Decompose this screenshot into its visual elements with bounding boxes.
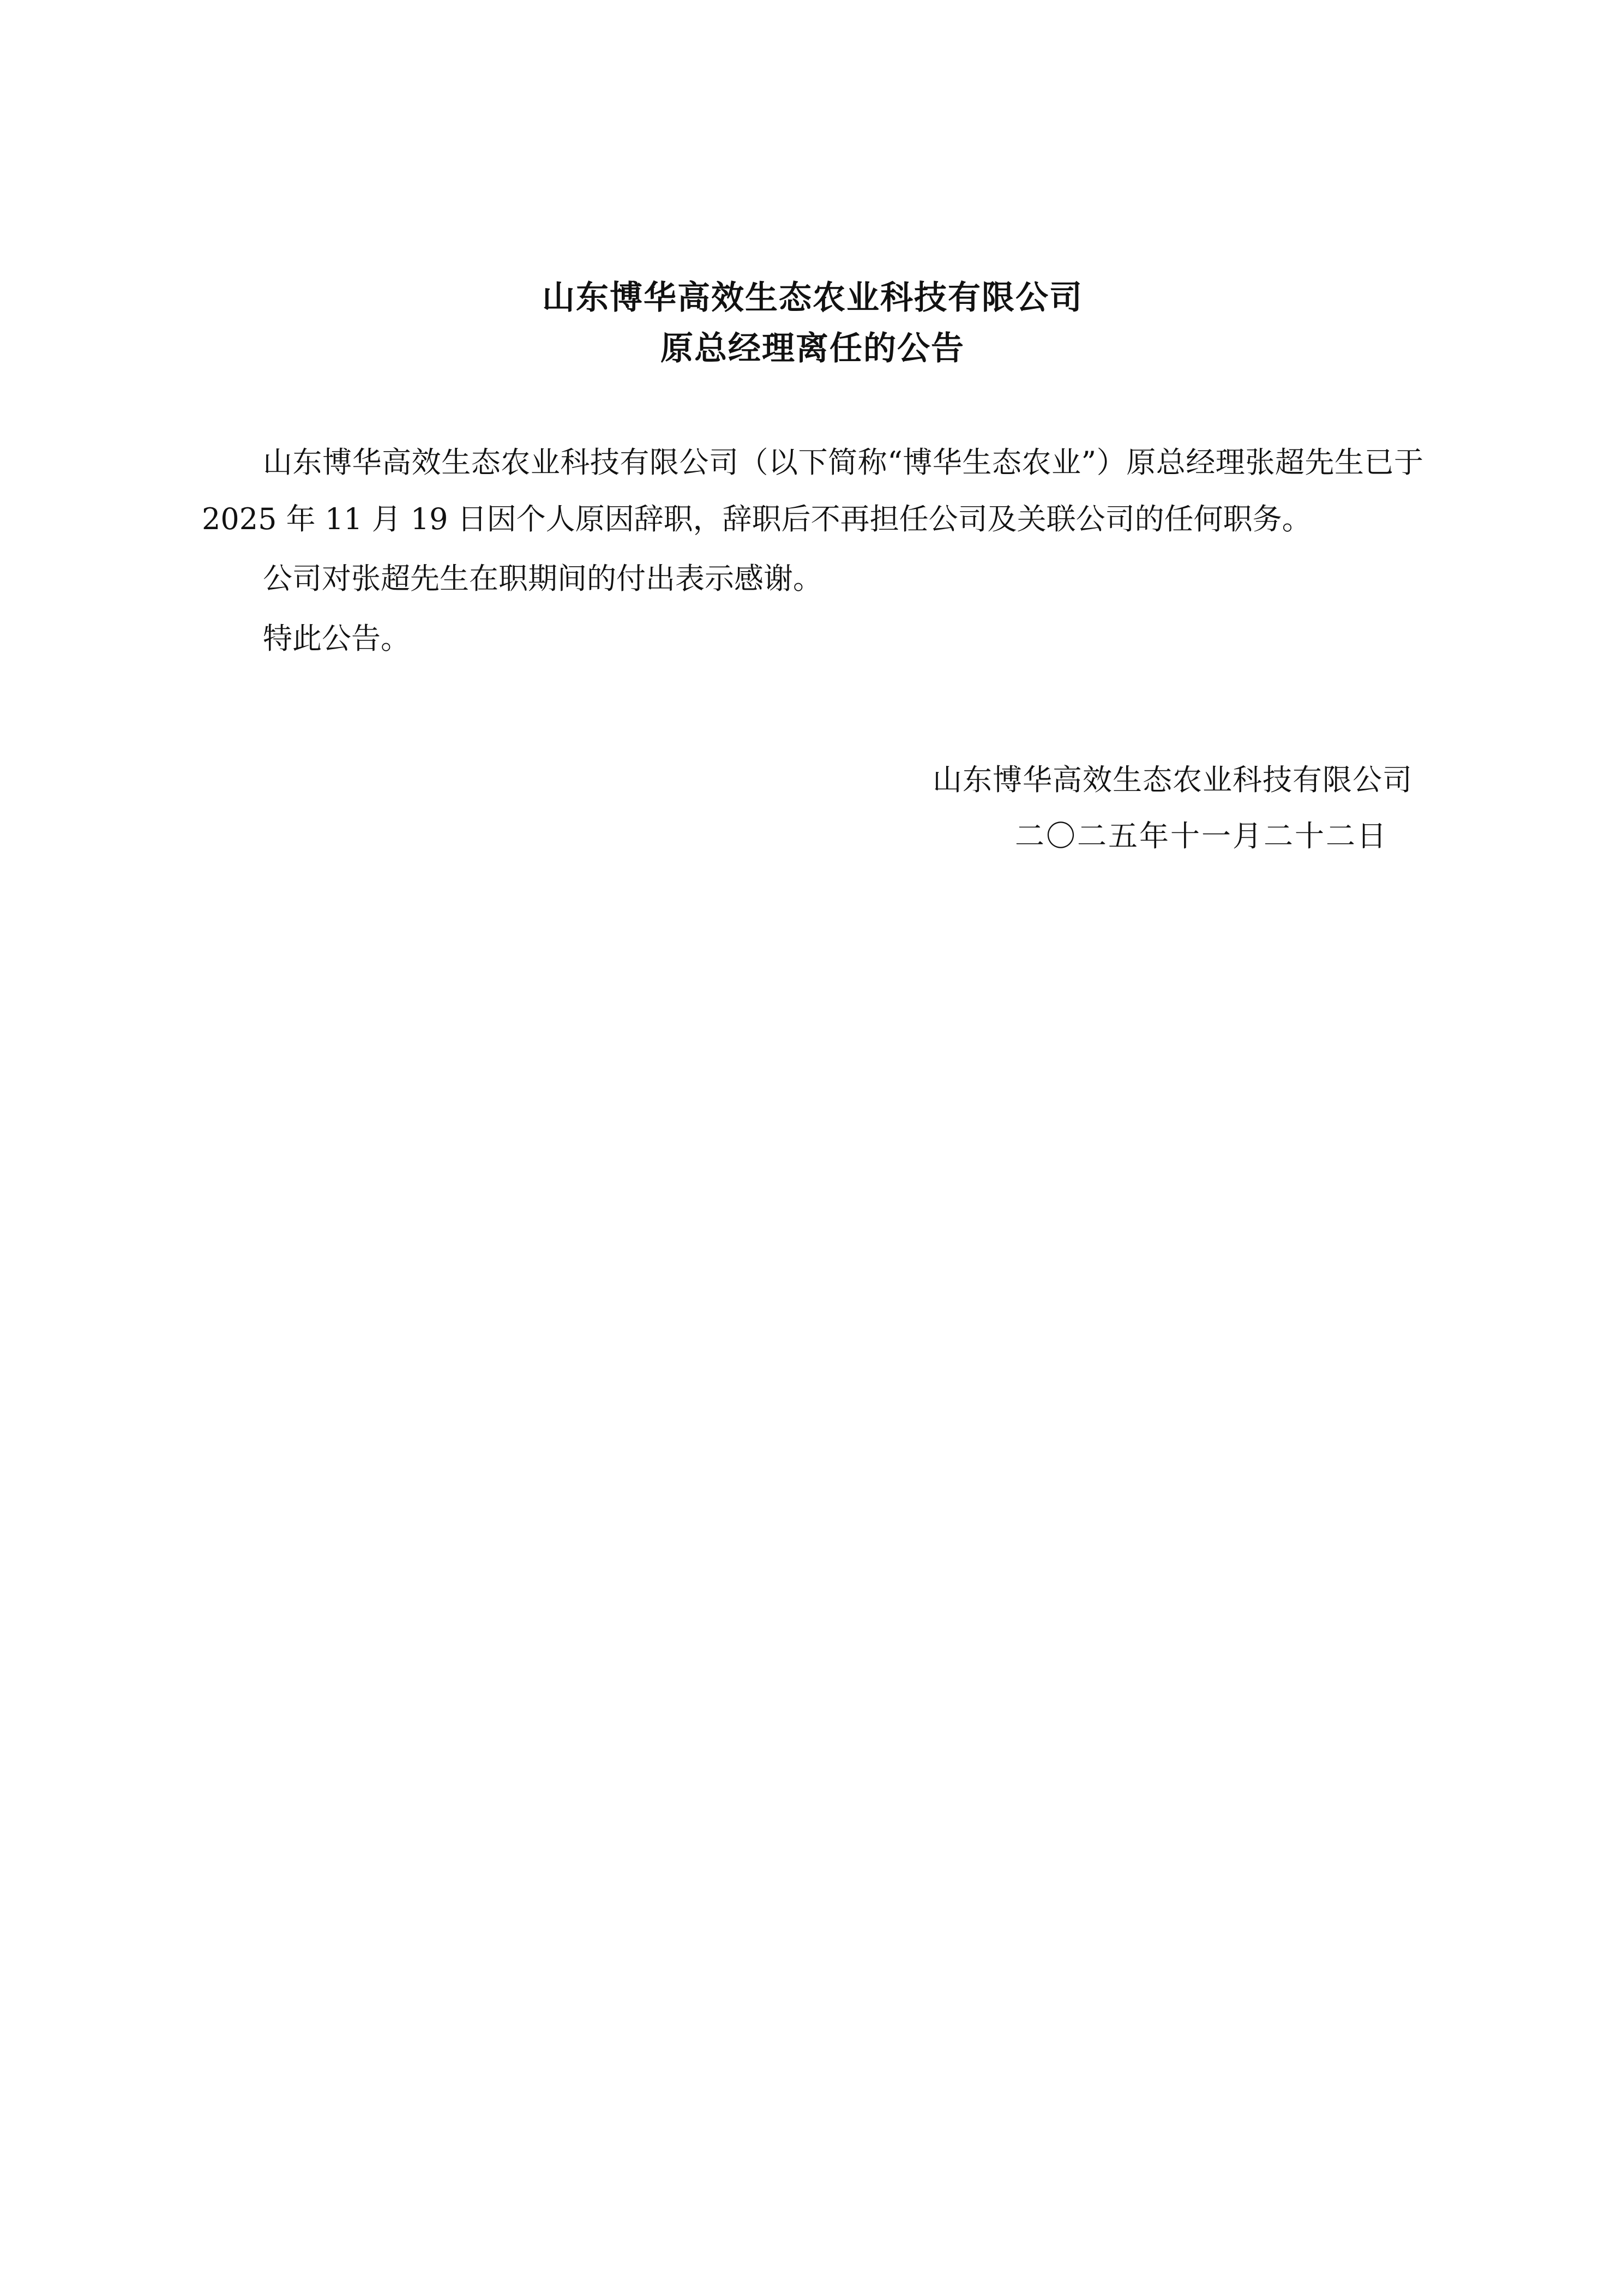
paragraph-1: 山东博华高效生态农业科技有限公司（以下简称“博华生态农业”）原总经理张超先生已于 2025 年 11 月 19 日因个人原因辞职，辞职后不再担任公司及关联公司的任何职务。 bbox=[202, 445, 1423, 536]
document-content bbox=[202, 273, 1423, 865]
paragraph-3: 特此公告。 bbox=[263, 621, 410, 656]
signature-block bbox=[202, 752, 1423, 865]
title-line-2: 原总经理离任的公告 bbox=[660, 329, 965, 368]
signature-date: 二〇二五年十一月二十二日 bbox=[1015, 819, 1388, 854]
title-line-1: 山东博华高效生态农业科技有限公司 bbox=[542, 279, 1083, 317]
paragraph-2: 公司对张超先生在职期间的付出表示感谢。 bbox=[263, 561, 822, 596]
signature-company: 山东博华高效生态农业科技有限公司 bbox=[933, 762, 1412, 797]
document-title bbox=[202, 273, 1423, 374]
document-body bbox=[202, 434, 1423, 667]
